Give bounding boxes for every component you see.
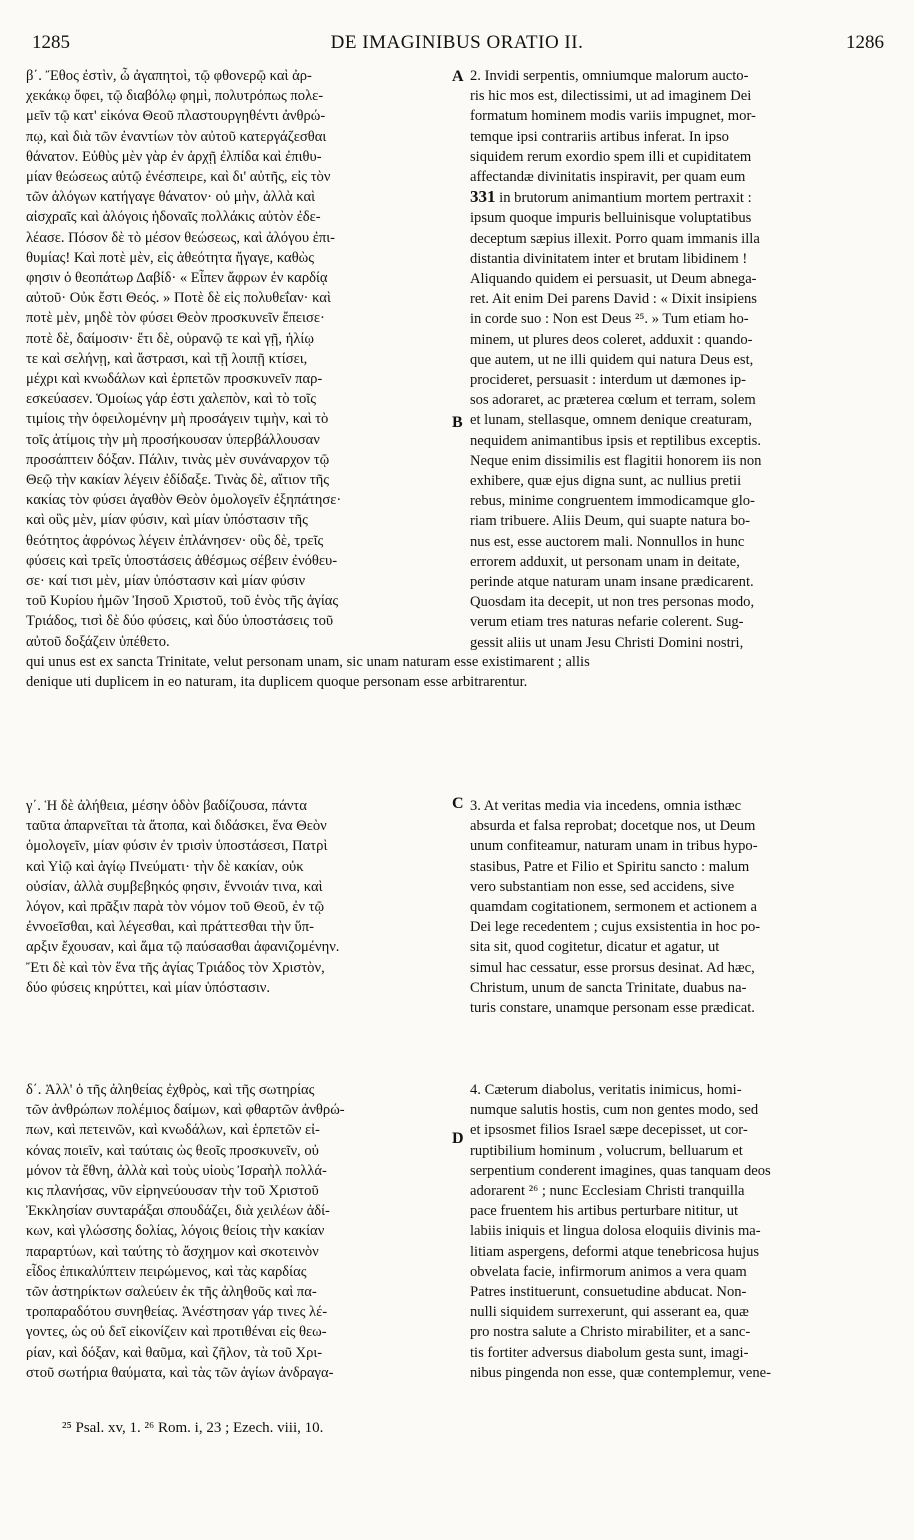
- text-line: ὁμολογεῖν, μίαν φύσιν ἐν τρισὶν ὑποστάσεσι, Πατρὶ: [26, 838, 328, 855]
- text-line: δ΄. Ἀλλ' ὁ τῆς ἀληθείας ἐχθρὸς, καὶ τῆς σωτηρίας: [26, 1082, 315, 1098]
- text-line: litiam aspergens, deformi atque tenebricosa hujus: [470, 1243, 760, 1260]
- text-line: adorarent ²⁶ ; nunc Ecclesiam Christi tranquilla: [470, 1183, 745, 1200]
- text-line: Ἔτι δὲ καὶ τὸν ἕνα τῆς ἁγίας Τριάδος τὸν Χριστὸν,: [26, 959, 325, 976]
- text-line: Τριάδος, τισὶ δὲ δύο φύσεις, καὶ δύο ὑποστάσεις τοῦ: [26, 613, 334, 630]
- text-line: formatum hominem modis variis impugnet, mor-: [470, 108, 756, 125]
- text-line: εἶδος ἐπικαλύπτειν πειρώμενος, καὶ τὰς καρδίας: [26, 1263, 307, 1280]
- text-line: stasibus, Patre et Filio et Spiritu sancto : malum: [470, 858, 750, 875]
- text-line: οὐσίαν, ἀλλὰ συμβεβηκός φησιν, ἔννοιάν τινα, καὶ: [26, 878, 323, 895]
- text-line: αρξιν ἔχουσαν, καὶ ἅμα τῷ παύσασθαι ἀφανιζομένην.: [26, 939, 340, 956]
- text-line: errorem adduxit, ut personam unam in deitate,: [470, 553, 740, 570]
- text-line: θεότητος ἀφρόνως λέγειν ἐπλάνησεν· οὓς δὲ, τρεῖς: [26, 532, 324, 549]
- text-line: σε· καί τισι μὲν, μίαν ὑπόστασιν καὶ μίαν φύσιν: [26, 573, 306, 590]
- text-line: qui unus est ex sancta Trinitate, velut personam unam, sic unam naturam esse existimarent ; allis: [26, 654, 590, 670]
- text-line: vero substantiam non esse, sed accidens, sive: [470, 878, 735, 895]
- text-line: καὶ Υἱῷ καὶ ἁγίῳ Πνεύματι· τὴν δὲ κακίαν, οὐκ: [26, 858, 304, 875]
- text-line: φύσεις καὶ τρεῖς ὑποστάσεις ἀθέσμως σέβειν ἐνόθευ-: [26, 552, 338, 569]
- text-line: ποτὲ μὲν, μηδὲ τὸν φύσει Θεὸν προσκυνεῖν ἔπεισε·: [26, 310, 325, 327]
- text-line: tis fortiter adversus diabolum gesta sunt, imagi-: [470, 1344, 749, 1361]
- text-line: θυμίας! Καὶ ποτὲ μὲν, εἰς ἀθεότητα ἤγαγε, καθὼς: [26, 249, 315, 266]
- text-line: ipsum quoque impuris belluinisque voluptatibus: [470, 210, 752, 227]
- margin-letter-a: A: [452, 68, 464, 85]
- text-line: affectandæ divinitatis inspiravit, per quam eum: [470, 169, 746, 186]
- text-line: τοῖς ἀτίμοις τὴν μὴ προσήκουσαν ὑπερβάλλουσαν: [26, 431, 320, 448]
- text-line: μόνον τὰ ἔθνη, ἀλλὰ καὶ τοὺς υἱοὺς Ἰσραὴλ πολλά-: [26, 1162, 327, 1179]
- text-line: perinde atque naturam unam insane prædicarent.: [470, 574, 754, 591]
- text-line: obvelata facie, infirmorum animos a vera quam: [470, 1263, 747, 1280]
- text-line: πῳ, καὶ διὰ τῶν ἐναντίων τὸν αὐτοῦ κατεργάζεσθαι: [26, 128, 327, 145]
- text-line: in corde suo : Non est Deus ²⁵. » Tum etiam ho-: [470, 311, 749, 328]
- text-line: Dei lege recedentem ; cujus exsistentia in hoc po-: [470, 919, 761, 936]
- text-line: turis constare, unamque personam esse prædicat.: [470, 1000, 755, 1017]
- text-line: κων, καὶ γλώσσης δολίας, λόγοις θείοις τὴν κακίαν: [26, 1223, 325, 1240]
- text-line: exhibere, quæ ejus digna sunt, ac nullius pretii: [470, 473, 742, 490]
- text-line: riam tribuere. Aliis Deum, qui suapte natura bo-: [470, 513, 751, 530]
- text-line: αὐτοῦ· Οὐκ ἔστι Θεός. » Ποτὲ δὲ εἰς πολυθεΐαν· καὶ: [26, 290, 331, 307]
- text-line: rebus, minime congruentem immodicamque glo-: [470, 493, 755, 510]
- text-line: ταῦτα ἀπαρνεῖται τὰ ἄτοπα, καὶ διδάσκει, ἕνα Θεὸν: [26, 818, 327, 835]
- text-line: γοντες, ὡς οὐ δεῖ εἰκονίζειν καὶ προτιθέναι εἰς θεω-: [26, 1324, 327, 1341]
- text-line: ποτὲ δὲ, δαίμοσιν· ἔτι δὲ, οὐρανῷ τε καὶ γῇ, ἡλίῳ: [26, 330, 314, 347]
- text-line: καὶ οὓς μὲν, μίαν φύσιν, καὶ μίαν ὑπόστασιν τῆς: [26, 512, 308, 529]
- text-line: κακίας τὸν φύσει ἀγαθὸν Θεὸν ὁμολογεῖν ἐξηπάτησε·: [26, 492, 342, 509]
- greek-section-4: [26, 1080, 444, 1383]
- text-line: ruptibilium hominum , volucrum, belluarum et: [470, 1142, 743, 1159]
- text-line: χεκάκῳ ὄφει, τῷ διαβόλῳ φημὶ, πολυτρόπως πολε-: [26, 88, 324, 105]
- text-line: Quosdam ita decepit, ut non tres personas modo,: [470, 594, 755, 611]
- text-line: θάνατον. Εὐθὺς μὲν γὰρ ἐν ἀρχῇ ἐλπίδα καὶ ἐπιθυ-: [26, 148, 322, 165]
- text-line: Christum, unum de sancta Trinitate, duabus na-: [470, 979, 747, 996]
- text-line: στοῦ σωτήρια θαύματα, καὶ τὰς τῶν ἁγίων ἀνδραγα-: [26, 1364, 334, 1381]
- text-line: que autem, ut ne illi quidem qui natura Deus est,: [470, 351, 754, 368]
- text-line: ἐννοεῖσθαι, καὶ λέγεσθαι, καὶ πράττεσθαι τὴν ὕπ-: [26, 919, 314, 936]
- greek-section-3: [26, 796, 444, 998]
- latin-section-4: [470, 1080, 878, 1383]
- text-line: τοῦ Κυρίου ἡμῶν Ἰησοῦ Χριστοῦ, τοῦ ἑνὸς τῆς ἁγίας: [26, 593, 339, 610]
- text-line: αἰσχραῖς καὶ ἀλόγοις ἡδοναῖς πολλάκις αὐτὸν ἐδε-: [26, 209, 321, 226]
- text-line: τῶν ἀνθρώπων πολέμιος δαίμων, καὶ φθαρτῶν ἀνθρώ-: [26, 1102, 345, 1119]
- latin-full-width: [26, 652, 886, 692]
- text-line: μεῖν τῷ κατ' εἰκόνα Θεοῦ πλαστουργηθέντι ἀνθρώ-: [26, 108, 326, 125]
- text-line: unum confiteamur, naturam unam in tribus hypo-: [470, 838, 758, 855]
- text-line: sita sit, quod cogitetur, dicatur et agatur, ut: [470, 939, 720, 956]
- text-line: temque ipsi contrariis artibus inferat. In ipso: [470, 128, 729, 145]
- text-line: nulli siquidem surrexerunt, qui asserant ea, quæ: [470, 1304, 749, 1321]
- text-line: verum etiam tres naturas nefarie colerent. Sug-: [470, 614, 744, 631]
- text-line: Aliquando quidem ei persuasit, ut Deum abnega-: [470, 271, 757, 288]
- text-line: τῶν ἀστηρίκτων σαλεύειν ἐκ τῆς ἀληθοῦς καὶ πα-: [26, 1284, 317, 1301]
- text-line: πων, καὶ πετεινῶν, καὶ κνωδάλων, καὶ ἑρπετῶν εἰ-: [26, 1122, 320, 1139]
- text-line: deceptum sæpius illexit. Porro quam immanis illa: [470, 230, 760, 247]
- latin-section-3: [470, 796, 878, 1018]
- text-line: minem, ut plures deos coleret, adduxit : quando-: [470, 331, 753, 348]
- text-line: εσκεύασεν. Ὁμοίως γάρ ἐστι χαλεπὸν, καὶ τὸ τοῖς: [26, 391, 317, 408]
- text-line: αὐτοῦ δοξάζειν ὑπέθετο.: [26, 633, 170, 650]
- text-line: Θεῷ τὴν κακίαν λέγειν ἐδίδαξε. Τινὰς δὲ, αἴτιον τῆς: [26, 472, 330, 489]
- page-header: [0, 32, 914, 58]
- text-line: γ΄. Ἡ δὲ ἀλήθεια, μέσην ὁδὸν βαδίζουσα, πάντα: [26, 798, 307, 814]
- text-line: μίαν θεώσεως αὐτῷ ἐνέσπειρε, καὶ δι' αὐτῆς, εἰς τὸν: [26, 169, 331, 186]
- page-number-right: 1286: [846, 32, 884, 53]
- text-line: siquidem rerum exordio spem illi et cupiditatem: [470, 148, 752, 165]
- text-line: τιμίοις τὴν ὀφειλομένην μὴ προσάγειν τιμὴν, καὶ τὸ: [26, 411, 329, 428]
- text-line: κόνας ποιεῖν, καὶ ταύταις ὡς θεοῖς προσκυνεῖν, οὐ: [26, 1142, 319, 1159]
- greek-section-2: [26, 66, 444, 652]
- text-line: φησιν ὁ θεοπάτωρ Δαβίδ· « Εἶπεν ἄφρων ἐν καρδίᾳ: [26, 270, 328, 287]
- text-line: Ἐκκλησίαν συνταράξαι σπουδάζει, διὰ χειλέων ἀδί-: [26, 1203, 330, 1220]
- text-line: λόγον, καὶ πρᾶξιν παρὰ τὸν νόμον τοῦ Θεοῦ, ἐν τῷ: [26, 899, 325, 916]
- text-line: denique uti duplicem in eo naturam, ita duplicem quoque personam esse arbitrarentur.: [26, 674, 528, 691]
- text-line: nibus pingenda non esse, quæ contemplemur, vene-: [470, 1364, 771, 1381]
- running-title: DE IMAGINIBUS ORATIO II.: [330, 32, 584, 53]
- latin-section-2: [470, 66, 878, 653]
- text-line: λέασε. Πόσον δὲ τὸ μέσον θεώσεως, καὶ ἀλόγου ἐπι-: [26, 229, 335, 246]
- text-line: simul hac cessatur, esse prorsus desinat. Ad hæc,: [470, 959, 755, 976]
- text-line: gessit aliis ut unam Jesu Christi Domini nostri,: [470, 634, 744, 651]
- footnote: ²⁵ Psal. xv, 1. ²⁶ Rom. i, 23 ; Ezech. viii, 10.: [62, 1420, 324, 1436]
- text-line: μέχρι καὶ κνωδάλων καὶ ἑρπετῶν προσκυνεῖν παρ-: [26, 371, 323, 388]
- text-line: numque salutis hostis, cum non gentes modo, sed: [470, 1102, 759, 1119]
- text-line: in brutorum animantium mortem pertraxit :: [499, 190, 752, 207]
- text-line: τροπαραδότου συνηθείας. Ἀνέστησαν γάρ τινες λέ-: [26, 1304, 328, 1321]
- text-line: sos adoraret, ac præterea cœlum et terram, solem: [470, 392, 756, 409]
- text-line: pro nostra salute a Christo mirabiliter, et a sanc-: [470, 1324, 751, 1341]
- text-line: προσάπτειν δόξαν. Πάλιν, τινὰς μὲν συνάναρχον τῷ: [26, 451, 330, 468]
- text-line: nus est, esse auctorem mali. Nonnullos in hunc: [470, 533, 745, 550]
- text-line: distantia divinitatem inter et brutam libidinem !: [470, 250, 748, 267]
- text-line: labiis iniquis et lingua dolosa eloquiis divinis ma-: [470, 1223, 761, 1240]
- text-line: 3. At veritas media via incedens, omnia isthæc: [470, 798, 742, 814]
- text-line: Neque enim dissimilis est flagitii honorem iis non: [470, 452, 762, 469]
- text-line: [470, 187, 878, 208]
- text-line: pace fruentem his artibus perturbare nititur, ut: [470, 1203, 739, 1220]
- margin-letter-d: D: [452, 1130, 464, 1147]
- text-line: quamdam cogitationem, sermonem et actionem a: [470, 899, 757, 916]
- text-line: ρίαν, καὶ δόξαν, καὶ θαῦμα, καὶ ζῆλον, τὰ τοῦ Χρι-: [26, 1344, 323, 1361]
- margin-letter-c: C: [452, 795, 464, 812]
- text-line: Patres instituerunt, consuetudine abducat. Non-: [470, 1284, 747, 1301]
- column-number: 331: [470, 187, 496, 207]
- text-line: δύο φύσεις κηρύττει, καὶ μίαν ὑπόστασιν.: [26, 979, 271, 996]
- text-line: β΄. Ἔθος ἐστὶν, ὦ ἀγαπητοὶ, τῷ φθονερῷ καὶ ἀρ-: [26, 68, 312, 84]
- text-line: absurda et falsa reprobat; docetque nos, ut Deum: [470, 818, 756, 835]
- text-line: ret. Ait enim Dei parens David : « Dixit insipiens: [470, 291, 757, 308]
- page-number-left: 1285: [32, 32, 70, 53]
- text-line: et lunam, stellasque, omnem denique creaturam,: [470, 412, 753, 429]
- text-line: serpentium conderent imagines, quas tanquam deos: [470, 1162, 771, 1179]
- text-line: τε καὶ σελήνῃ, καὶ ἄστρασι, καὶ τῇ λοιπῇ κτίσει,: [26, 350, 308, 367]
- text-line: et ipsosmet filios Israel sæpe decepisset, ut cor-: [470, 1122, 748, 1139]
- text-line: nequidem animantibus ipsis et reptilibus exceptis.: [470, 432, 762, 449]
- text-line: procideret, persuasit : interdum ut dæmones ip-: [470, 372, 747, 389]
- text-line: 2. Invidi serpentis, omniumque malorum aucto-: [470, 68, 749, 84]
- margin-letter-b: B: [452, 414, 463, 431]
- text-line: παραρτύων, καὶ ταύτης τὸ ἄσχημον καὶ σκοτεινὸν: [26, 1243, 319, 1260]
- text-line: τῶν ἀλόγων κατήγαγε θάνατον· οὐ μὴν, ἀλλὰ καὶ: [26, 189, 316, 206]
- text-line: κις πλανήσας, νῦν εἰρηνεύουσαν τὴν τοῦ Χριστοῦ: [26, 1183, 319, 1200]
- text-line: ris hic mos est, dilectissimi, ut ad imaginem Dei: [470, 88, 752, 105]
- text-line: 4. Cæterum diabolus, veritatis inimicus, homi-: [470, 1082, 742, 1098]
